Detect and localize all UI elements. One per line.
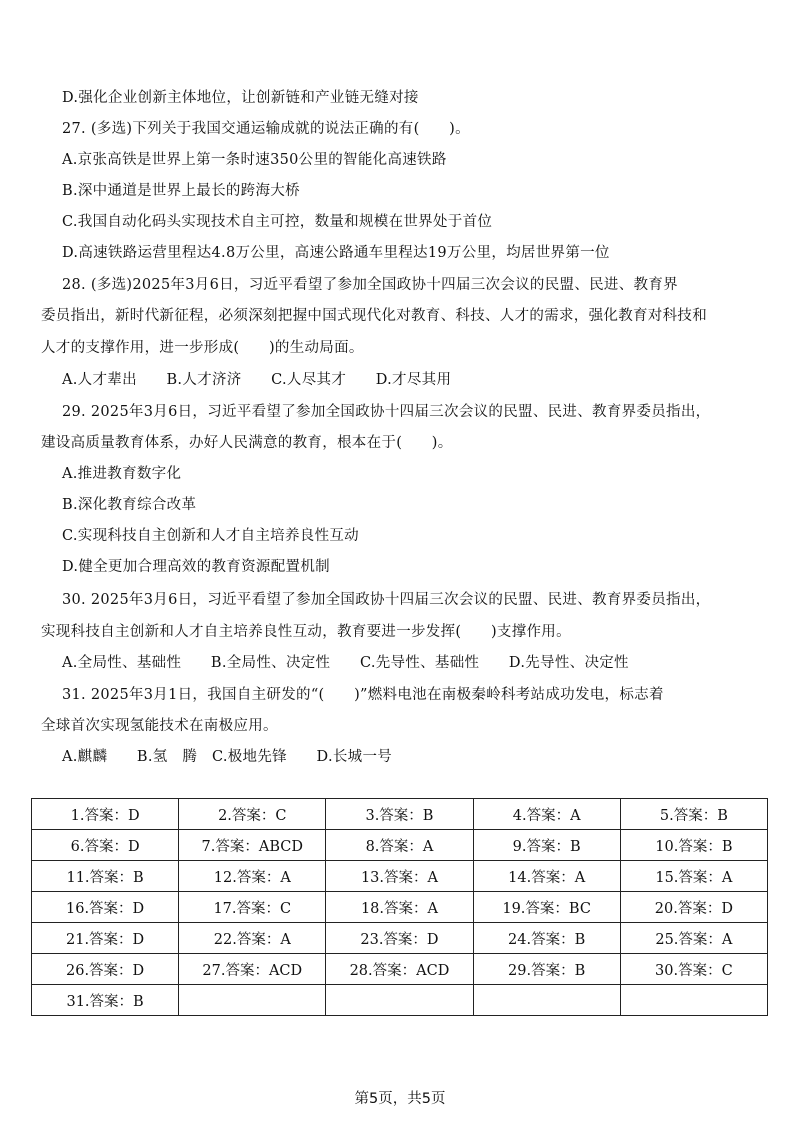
text-line: 委员指出，新时代新征程，必须深刻把握中国式现代化对教育、科技、人才的需求，强化教育对科技和: [41, 308, 707, 324]
answer-cell: 10.答案：B: [620, 830, 767, 861]
text-line: 31. 2025年3月1日，我国自主研发的“( )”燃料电池在南极秦岭科考站成功发电，标志着: [62, 687, 664, 703]
table-row: [32, 892, 768, 923]
answer-cell: 11.答案：B: [32, 861, 179, 892]
answer-cell: [473, 985, 620, 1016]
text-line: A.人才辈出 B.人才济济 C.人尽其才 D.才尽其用: [62, 372, 452, 388]
text-line: D.高速铁路运营里程达4.8万公里，高速公路通车里程达19万公里，均居世界第一位: [62, 245, 610, 261]
answer-cell: 1.答案：D: [32, 799, 179, 830]
answer-cell: [326, 985, 473, 1016]
answer-cell: 14.答案：A: [473, 861, 620, 892]
answer-cell: 17.答案：C: [179, 892, 326, 923]
text-line: D.健全更加合理高效的教育资源配置机制: [62, 559, 330, 575]
text-line: 人才的支撑作用，进一步形成( )的生动局面。: [41, 340, 364, 356]
table-row: [32, 985, 768, 1016]
answer-cell: 21.答案：D: [32, 923, 179, 954]
answer-cell: 15.答案：A: [620, 861, 767, 892]
answer-cell: 7.答案：ABCD: [179, 830, 326, 861]
answer-cell: 22.答案：A: [179, 923, 326, 954]
text-line: B.深化教育综合改革: [62, 497, 197, 513]
answer-cell: 2.答案：C: [179, 799, 326, 830]
text-line: C.我国自动化码头实现技术自主可控，数量和规模在世界处于首位: [62, 214, 493, 230]
text-line: 实现科技自主创新和人才自主培养良性互动，教育要进一步发挥( )支撑作用。: [41, 624, 571, 640]
answer-cell: 4.答案：A: [473, 799, 620, 830]
text-line: 全球首次实现氢能技术在南极应用。: [41, 718, 278, 734]
text-line: 29. 2025年3月6日，习近平看望了参加全国政协十四届三次会议的民盟、民进、教育界委员指出，: [62, 404, 711, 420]
answer-cell: 31.答案：B: [32, 985, 179, 1016]
answer-cell: 6.答案：D: [32, 830, 179, 861]
answer-cell: 8.答案：A: [326, 830, 473, 861]
answer-cell: 9.答案：B: [473, 830, 620, 861]
table-row: [32, 923, 768, 954]
text-line: 建设高质量教育体系，办好人民满意的教育，根本在于( )。: [41, 435, 453, 451]
answer-cell: 25.答案：A: [620, 923, 767, 954]
text-line: A.京张高铁是世界上第一条时速350公里的智能化高速铁路: [62, 152, 447, 168]
answer-cell: 16.答案：D: [32, 892, 179, 923]
text-line: C.实现科技自主创新和人才自主培养良性互动: [62, 528, 359, 544]
answer-cell: 12.答案：A: [179, 861, 326, 892]
answer-cell: 30.答案：C: [620, 954, 767, 985]
answer-cell: 23.答案：D: [326, 923, 473, 954]
answer-cell: [179, 985, 326, 1016]
answer-cell: 27.答案：ACD: [179, 954, 326, 985]
text-line: D.强化企业创新主体地位，让创新链和产业链无缝对接: [62, 90, 419, 106]
text-line: 27. (多选)下列关于我国交通运输成就的说法正确的有( )。: [62, 121, 470, 137]
answer-cell: [620, 985, 767, 1016]
answer-cell: 24.答案：B: [473, 923, 620, 954]
page-footer: 第5页，共5页: [354, 1091, 446, 1107]
table-row: [32, 954, 768, 985]
text-line: 28. (多选)2025年3月6日，习近平看望了参加全国政协十四届三次会议的民盟、民进、教育界: [62, 277, 678, 293]
answer-cell: 13.答案：A: [326, 861, 473, 892]
text-line: A.全局性、基础性 B.全局性、决定性 C.先导性、基础性 D.先导性、决定性: [62, 655, 629, 671]
text-line: A.推进教育数字化: [62, 466, 182, 482]
answer-cell: 28.答案：ACD: [326, 954, 473, 985]
text-line: 30. 2025年3月6日，习近平看望了参加全国政协十四届三次会议的民盟、民进、教育界委员指出，: [62, 592, 711, 608]
text-line: B.深中通道是世界上最长的跨海大桥: [62, 183, 300, 199]
answer-cell: 5.答案：B: [620, 799, 767, 830]
answer-cell: 26.答案：D: [32, 954, 179, 985]
table-row: [32, 861, 768, 892]
answer-cell: 19.答案：BC: [473, 892, 620, 923]
text-line: A.麒麟 B.氢 腾 C.极地先锋 D.长城一号: [62, 749, 393, 765]
table-row: [32, 830, 768, 861]
table-row: [32, 799, 768, 830]
answer-table: [31, 798, 768, 1016]
answer-cell: 29.答案：B: [473, 954, 620, 985]
answer-cell: 3.答案：B: [326, 799, 473, 830]
answer-cell: 18.答案：A: [326, 892, 473, 923]
answer-cell: 20.答案：D: [620, 892, 767, 923]
